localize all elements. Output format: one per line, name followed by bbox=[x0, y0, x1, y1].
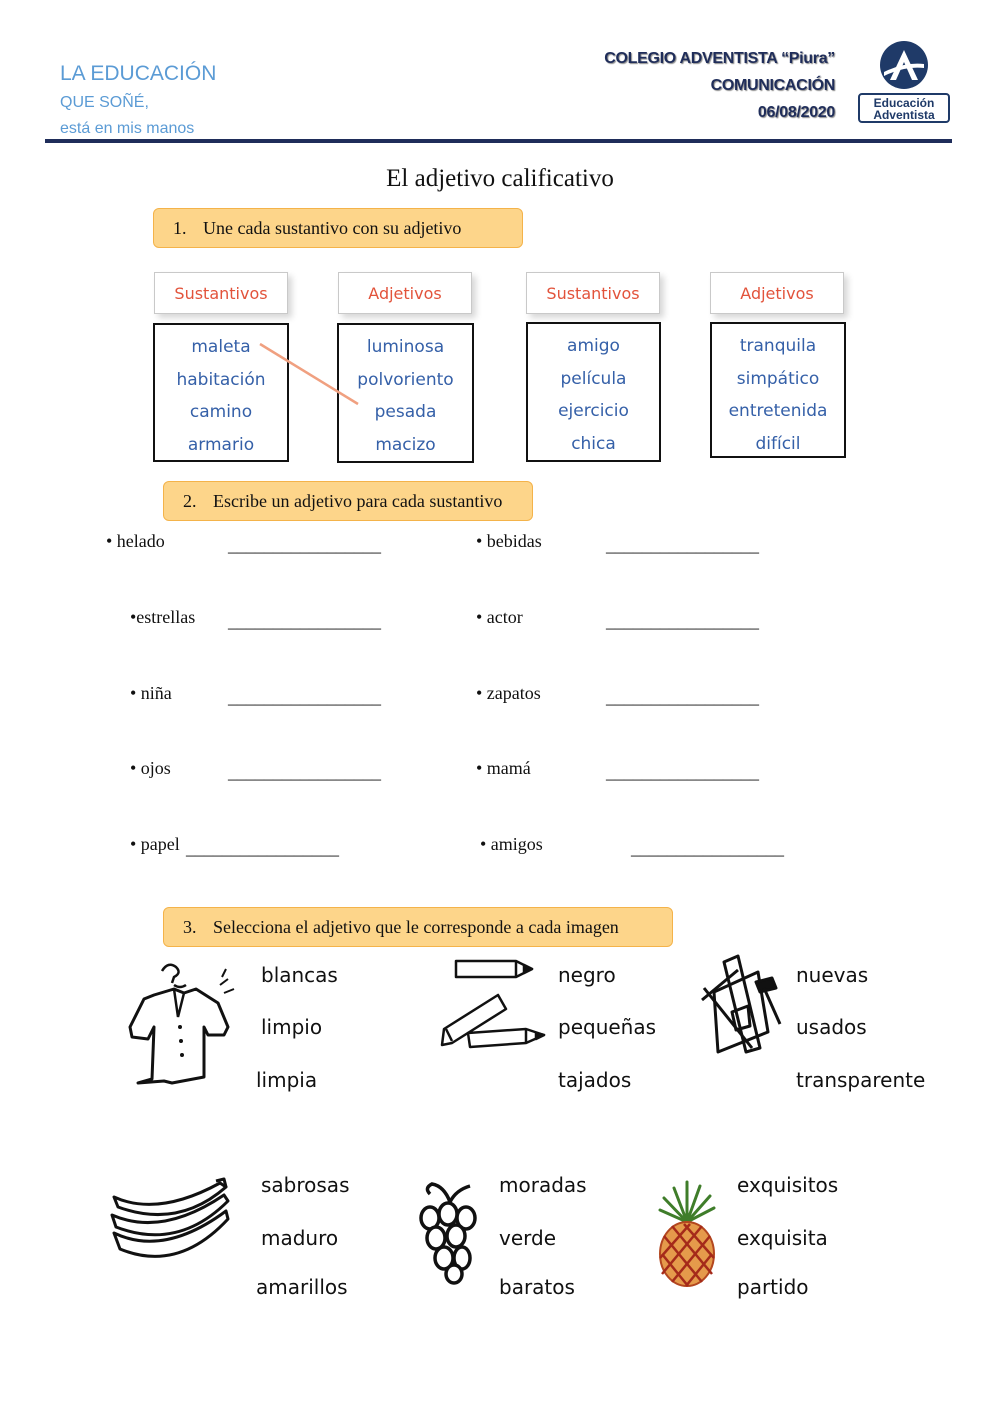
answer-blank[interactable]: _________________ bbox=[186, 838, 339, 858]
pencils-icon bbox=[438, 955, 548, 1055]
answer-blank[interactable]: _________________ bbox=[631, 838, 784, 858]
word-item[interactable]: armario bbox=[187, 434, 255, 455]
noun-nina: • niña bbox=[130, 683, 172, 703]
option-exquisita[interactable]: exquisita bbox=[737, 1226, 828, 1250]
subject-name: COMUNICACIÓN bbox=[710, 77, 835, 94]
option-tajados[interactable]: tajados bbox=[558, 1068, 632, 1092]
noun-zapatos: • zapatos bbox=[476, 683, 541, 703]
column-header-adjectives-1: Adjetivos bbox=[338, 272, 472, 314]
noun-helado: • helado bbox=[106, 531, 165, 551]
option-pequenas[interactable]: pequeñas bbox=[558, 1015, 657, 1039]
noun-amigos: • amigos bbox=[480, 834, 543, 854]
pineapple-icon bbox=[654, 1178, 720, 1288]
school-name: COLEGIO ADVENTISTA “Piura” bbox=[604, 50, 835, 67]
worksheet-date: 06/08/2020 bbox=[757, 104, 835, 121]
word-item[interactable]: amigo bbox=[567, 336, 620, 356]
section2-instruction bbox=[163, 481, 533, 521]
noun-bebidas: • bebidas bbox=[476, 531, 542, 551]
word-item[interactable]: simpático bbox=[736, 368, 820, 389]
noun-papel: • papel bbox=[130, 834, 180, 854]
answer-blank[interactable]: _________________ bbox=[228, 687, 381, 707]
shirt-icon bbox=[124, 957, 239, 1087]
option-usados[interactable]: usados bbox=[796, 1015, 867, 1039]
bananas-icon bbox=[108, 1177, 233, 1272]
motto-line-2: QUE SOÑÉ, bbox=[60, 94, 149, 111]
option-sabrosas[interactable]: sabrosas bbox=[261, 1173, 350, 1197]
word-item[interactable]: luminosa bbox=[366, 337, 445, 357]
option-moradas[interactable]: moradas bbox=[499, 1173, 587, 1197]
section1-text: Une cada sustantivo con su adjetivo bbox=[203, 218, 462, 238]
grapes-icon bbox=[416, 1176, 482, 1286]
word-item[interactable]: habitación bbox=[176, 369, 266, 390]
section3-instruction bbox=[163, 907, 673, 947]
column-header-nouns-1: Sustantivos bbox=[154, 272, 288, 314]
word-item[interactable]: chica bbox=[571, 433, 616, 454]
word-item[interactable]: polvoriento bbox=[357, 369, 454, 390]
option-nuevas[interactable]: nuevas bbox=[796, 963, 869, 987]
word-item[interactable]: difícil bbox=[755, 433, 801, 454]
option-limpia[interactable]: limpia bbox=[256, 1068, 318, 1092]
page-title: El adjetivo calificativo bbox=[386, 165, 614, 192]
option-negro[interactable]: negro bbox=[558, 963, 616, 987]
word-item[interactable]: maleta bbox=[191, 337, 251, 357]
section2-number: 2. bbox=[183, 491, 197, 511]
answer-blank[interactable]: _________________ bbox=[606, 762, 759, 782]
answer-blank[interactable]: _________________ bbox=[228, 611, 381, 631]
answer-blank[interactable]: _________________ bbox=[228, 762, 381, 782]
option-partido[interactable]: partido bbox=[737, 1275, 809, 1299]
option-transparente[interactable]: transparente bbox=[796, 1068, 926, 1092]
noun-ojos: • ojos bbox=[130, 758, 171, 778]
motto-line-3: está en mis manos bbox=[60, 120, 195, 137]
word-item[interactable]: macizo bbox=[375, 434, 436, 455]
answer-blank[interactable]: _________________ bbox=[606, 535, 759, 555]
answer-blank[interactable]: _________________ bbox=[606, 611, 759, 631]
word-item[interactable]: entretenida bbox=[728, 401, 828, 421]
answer-blank[interactable]: _________________ bbox=[228, 535, 381, 555]
option-baratos[interactable]: baratos bbox=[499, 1275, 575, 1299]
connector-line bbox=[0, 0, 1000, 500]
option-blancas[interactable]: blancas bbox=[261, 963, 338, 987]
noun-mama: • mamá bbox=[476, 758, 531, 778]
option-verde[interactable]: verde bbox=[499, 1226, 557, 1250]
option-limpio[interactable]: limpio bbox=[261, 1015, 323, 1039]
noun-actor: • actor bbox=[476, 607, 523, 627]
word-item[interactable]: pesada bbox=[374, 402, 437, 422]
column-header-nouns-2: Sustantivos bbox=[526, 272, 660, 314]
motto-line-1: LA EDUCACIÓN bbox=[60, 62, 217, 85]
answer-blank[interactable]: _________________ bbox=[606, 687, 759, 707]
section3-text: Selecciona el adjetivo que le corresponde a cada imagen bbox=[213, 917, 619, 937]
option-maduro[interactable]: maduro bbox=[261, 1226, 339, 1250]
word-item[interactable]: película bbox=[560, 368, 627, 389]
section1-number: 1. bbox=[173, 218, 187, 238]
noun-estrellas: •estrellas bbox=[130, 607, 196, 627]
word-item[interactable]: ejercicio bbox=[558, 401, 629, 421]
option-exquisitos[interactable]: exquisitos bbox=[737, 1173, 839, 1197]
logo-line-2: Adventista bbox=[873, 108, 935, 122]
option-amarillos[interactable]: amarillos bbox=[256, 1275, 348, 1299]
word-item[interactable]: tranquila bbox=[739, 336, 817, 356]
tools-icon bbox=[698, 952, 786, 1058]
section2-text: Escribe un adjetivo para cada sustantivo bbox=[213, 491, 503, 511]
word-item[interactable]: camino bbox=[189, 402, 253, 422]
column-header-adjectives-2: Adjetivos bbox=[710, 272, 844, 314]
logo-line-1: Educación bbox=[873, 96, 935, 110]
section3-number: 3. bbox=[183, 917, 197, 937]
